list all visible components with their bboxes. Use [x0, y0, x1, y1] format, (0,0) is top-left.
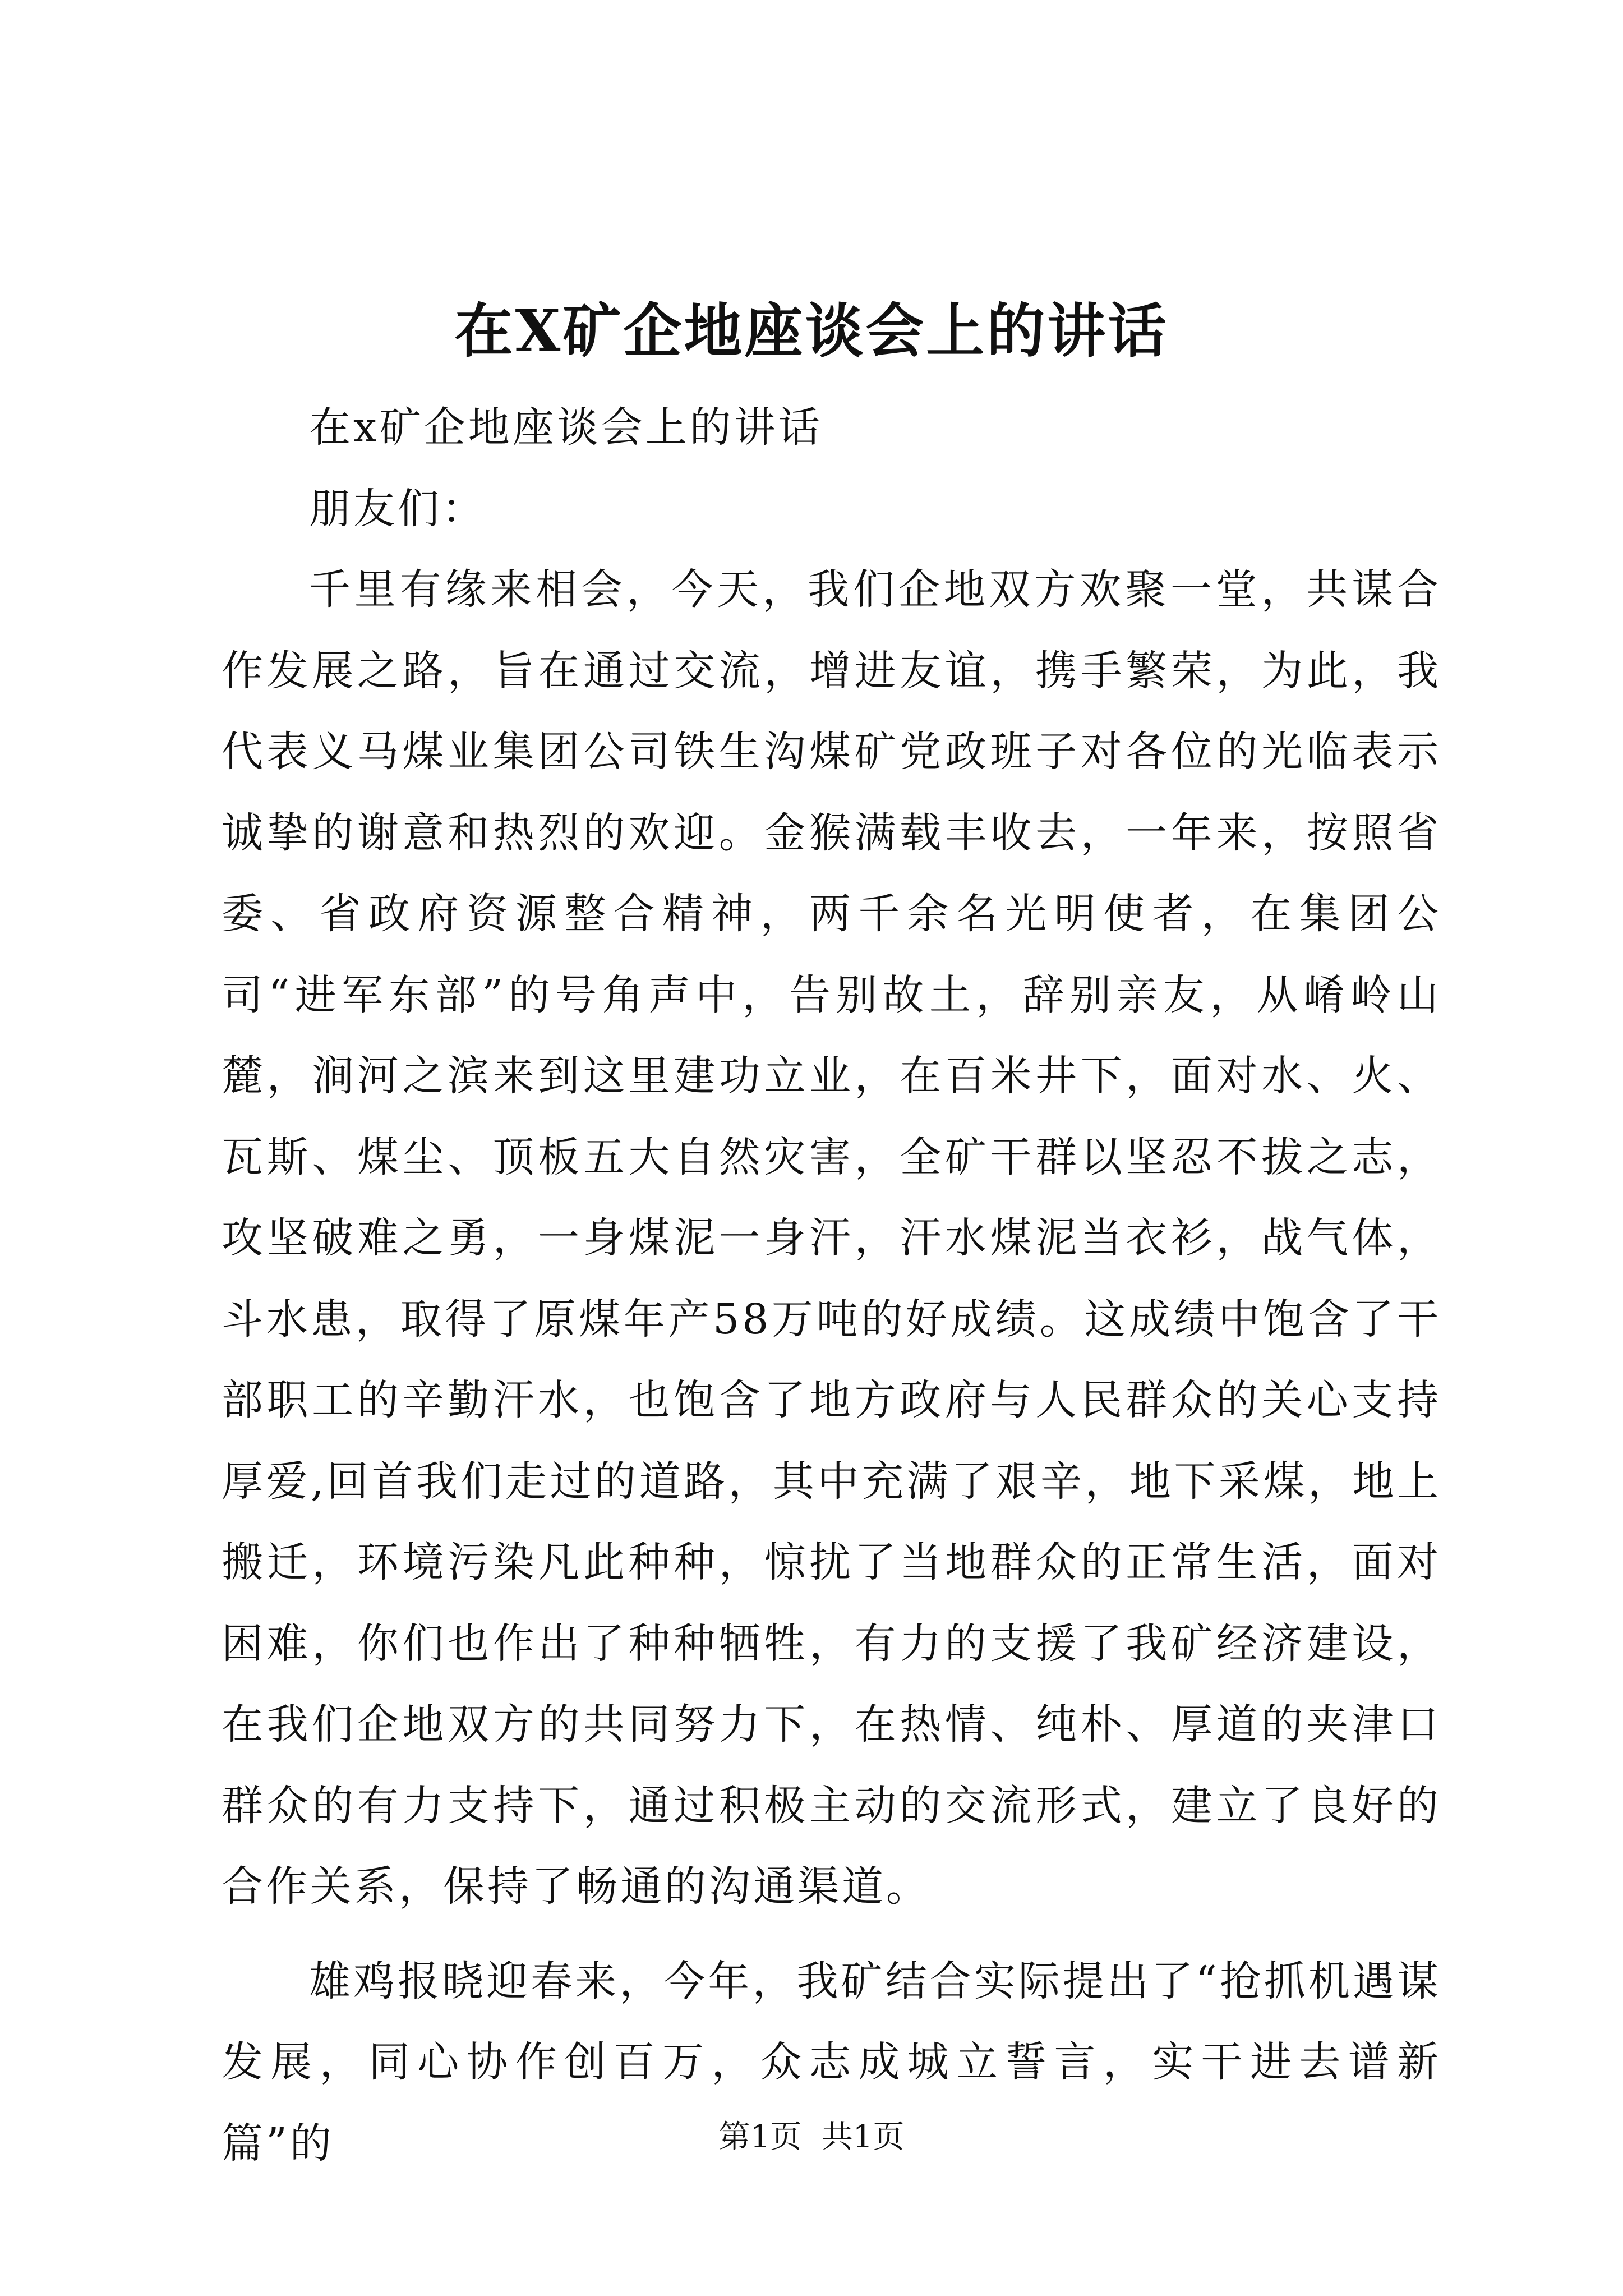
paragraph-1: 千里有缘来相会，今天，我们企地双方欢聚一堂，共谋合作发展之路，旨在通过交流，增进友谊，携手繁荣，为此，我代表义马煤业集团公司铁生沟煤矿党政班子对各位的光临表示诚挚的谢意和热烈的欢迎。金猴满载丰收去，一年来，按照省委、省政府资源整合精神，两千余名光明使者，在集团公司“进军东部”的号角声中，告别故土，辞别亲友，从崤岭山麓，涧河之滨来到这里建功立业，在百米井下，面对水、火、瓦斯、煤尘、顶板五大自然灾害，全矿干群以坚忍不拔之志，攻坚破难之勇，一身煤泥一身汗，汗水煤泥当衣衫，战气体，斗水患，取得了原煤年产58万吨的好成绩。这成绩中饱含了干部职工的辛勤汗水，也饱含了地方政府与人民群众的关心支持厚爱,回首我们走过的道路，其中充满了艰辛，地下采煤，地上搬迁，环境污染凡此种种，惊扰了当地群众的正常生活，面对困难，你们也作出了种种牺牲，有力的支援了我矿经济建设，在我们企地双方的共同努力下，在热情、纯朴、厚道的夹津口群众的有力支持下，通过积极主动的交流形式，建立了良好的合作关系，保持了畅通的沟通渠道。: [222, 565, 1441, 1911]
salutation: 朋友们：: [309, 484, 486, 533]
page-footer: [0, 2115, 1623, 2160]
page-number: 第1页 共1页: [718, 2119, 905, 2155]
document-title: 在X矿企地座谈会上的讲话: [454, 296, 1169, 365]
document-subtitle: 在x矿企地座谈会上的讲话: [309, 403, 823, 452]
document-body: [222, 387, 1441, 2184]
paragraph-2: 雄鸡报晓迎春来，今年，我矿结合实际提出了“抢抓机遇谋发展，同心协作创百万，众志成城立誓言，实干进去谱新篇”的: [222, 1957, 1441, 2168]
